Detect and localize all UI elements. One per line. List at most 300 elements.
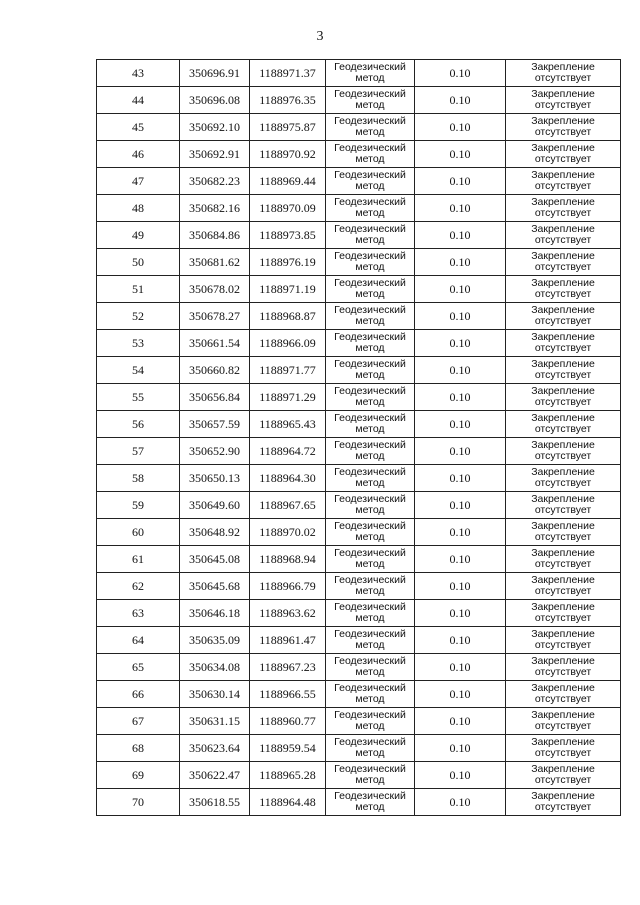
- marking-cell-line: Закрепление: [531, 493, 595, 505]
- method-cell: [326, 60, 415, 87]
- marking-cell-line: Закрепление: [531, 412, 595, 424]
- marking-cell: [506, 87, 621, 114]
- marking-cell-line: отсутствует: [534, 369, 592, 381]
- method-cell-line: метод: [355, 423, 385, 435]
- marking-cell: [506, 438, 621, 465]
- table-row: [97, 573, 621, 600]
- table-row: [97, 411, 621, 438]
- x-coordinate-cell: 350634.08: [180, 654, 250, 681]
- point-number-cell: 45: [97, 114, 180, 141]
- marking-cell-line: отсутствует: [534, 477, 592, 489]
- table-row: [97, 708, 621, 735]
- method-cell-line: Геодезический: [334, 223, 406, 235]
- coordinates-table: [96, 59, 621, 816]
- method-cell: [326, 249, 415, 276]
- marking-cell-line: отсутствует: [534, 666, 592, 678]
- y-coordinate-cell: 1188965.43: [250, 411, 326, 438]
- marking-cell-line: Закрепление: [531, 169, 595, 181]
- method-cell-line: метод: [355, 207, 385, 219]
- method-cell-line: Геодезический: [334, 277, 406, 289]
- marking-cell-line: отсутствует: [534, 639, 592, 651]
- point-number-cell: 67: [97, 708, 180, 735]
- point-number-cell: 50: [97, 249, 180, 276]
- marking-cell-line: Закрепление: [531, 547, 595, 559]
- marking-cell-line: отсутствует: [534, 288, 592, 300]
- accuracy-cell: 0.10: [415, 330, 506, 357]
- point-number-cell: 53: [97, 330, 180, 357]
- marking-cell-line: Закрепление: [531, 358, 595, 370]
- accuracy-cell: 0.10: [415, 357, 506, 384]
- method-cell: [326, 735, 415, 762]
- method-cell-line: Геодезический: [334, 439, 406, 451]
- point-number-cell: 51: [97, 276, 180, 303]
- y-coordinate-cell: 1188960.77: [250, 708, 326, 735]
- method-cell-line: метод: [355, 369, 385, 381]
- marking-cell-line: Закрепление: [531, 277, 595, 289]
- table-row: [97, 681, 621, 708]
- method-cell-line: Геодезический: [334, 655, 406, 667]
- method-cell: [326, 465, 415, 492]
- point-number-cell: 65: [97, 654, 180, 681]
- marking-cell-line: отсутствует: [534, 504, 592, 516]
- y-coordinate-cell: 1188965.28: [250, 762, 326, 789]
- point-number-cell: 54: [97, 357, 180, 384]
- method-cell: [326, 357, 415, 384]
- method-cell-line: Геодезический: [334, 331, 406, 343]
- method-cell: [326, 168, 415, 195]
- table-row: [97, 357, 621, 384]
- method-cell: [326, 141, 415, 168]
- point-number-cell: 70: [97, 789, 180, 816]
- marking-cell-line: отсутствует: [534, 585, 592, 597]
- y-coordinate-cell: 1188968.87: [250, 303, 326, 330]
- point-number-cell: 57: [97, 438, 180, 465]
- table-row: [97, 60, 621, 87]
- marking-cell-line: Закрепление: [531, 655, 595, 667]
- table-row: [97, 546, 621, 573]
- method-cell-line: метод: [355, 450, 385, 462]
- table-row: [97, 627, 621, 654]
- method-cell: [326, 114, 415, 141]
- x-coordinate-cell: 350678.02: [180, 276, 250, 303]
- method-cell-line: метод: [355, 666, 385, 678]
- table-row: [97, 168, 621, 195]
- table-row: [97, 492, 621, 519]
- marking-cell: [506, 600, 621, 627]
- method-cell-line: метод: [355, 396, 385, 408]
- point-number-cell: 44: [97, 87, 180, 114]
- point-number-cell: 58: [97, 465, 180, 492]
- table-row: [97, 303, 621, 330]
- marking-cell-line: отсутствует: [534, 801, 592, 813]
- method-cell-line: Геодезический: [334, 574, 406, 586]
- marking-cell-line: отсутствует: [534, 531, 592, 543]
- marking-cell: [506, 681, 621, 708]
- accuracy-cell: 0.10: [415, 681, 506, 708]
- method-cell-line: метод: [355, 288, 385, 300]
- method-cell-line: Геодезический: [334, 547, 406, 559]
- y-coordinate-cell: 1188970.09: [250, 195, 326, 222]
- x-coordinate-cell: 350660.82: [180, 357, 250, 384]
- x-coordinate-cell: 350682.23: [180, 168, 250, 195]
- y-coordinate-cell: 1188967.65: [250, 492, 326, 519]
- x-coordinate-cell: 350684.86: [180, 222, 250, 249]
- method-cell: [326, 384, 415, 411]
- table-row: [97, 465, 621, 492]
- x-coordinate-cell: 350646.18: [180, 600, 250, 627]
- marking-cell: [506, 762, 621, 789]
- method-cell-line: метод: [355, 774, 385, 786]
- marking-cell-line: отсутствует: [534, 450, 592, 462]
- marking-cell-line: Закрепление: [531, 682, 595, 694]
- x-coordinate-cell: 350678.27: [180, 303, 250, 330]
- method-cell-line: метод: [355, 639, 385, 651]
- method-cell-line: метод: [355, 180, 385, 192]
- marking-cell: [506, 168, 621, 195]
- accuracy-cell: 0.10: [415, 573, 506, 600]
- y-coordinate-cell: 1188970.02: [250, 519, 326, 546]
- accuracy-cell: 0.10: [415, 519, 506, 546]
- x-coordinate-cell: 350630.14: [180, 681, 250, 708]
- marking-cell: [506, 60, 621, 87]
- method-cell-line: метод: [355, 504, 385, 516]
- point-number-cell: 66: [97, 681, 180, 708]
- y-coordinate-cell: 1188970.92: [250, 141, 326, 168]
- marking-cell-line: Закрепление: [531, 142, 595, 154]
- point-number-cell: 49: [97, 222, 180, 249]
- accuracy-cell: 0.10: [415, 546, 506, 573]
- marking-cell-line: отсутствует: [534, 720, 592, 732]
- method-cell-line: Геодезический: [334, 466, 406, 478]
- marking-cell-line: Закрепление: [531, 628, 595, 640]
- accuracy-cell: 0.10: [415, 87, 506, 114]
- method-cell: [326, 600, 415, 627]
- method-cell-line: Геодезический: [334, 61, 406, 73]
- marking-cell: [506, 330, 621, 357]
- marking-cell-line: отсутствует: [534, 234, 592, 246]
- point-number-cell: 68: [97, 735, 180, 762]
- y-coordinate-cell: 1188964.48: [250, 789, 326, 816]
- x-coordinate-cell: 350692.10: [180, 114, 250, 141]
- y-coordinate-cell: 1188959.54: [250, 735, 326, 762]
- method-cell: [326, 708, 415, 735]
- method-cell-line: Геодезический: [334, 358, 406, 370]
- method-cell-line: метод: [355, 477, 385, 489]
- marking-cell-line: отсутствует: [534, 558, 592, 570]
- accuracy-cell: 0.10: [415, 168, 506, 195]
- point-number-cell: 60: [97, 519, 180, 546]
- page-number: 3: [316, 29, 324, 44]
- marking-cell-line: отсутствует: [534, 315, 592, 327]
- x-coordinate-cell: 350692.91: [180, 141, 250, 168]
- method-cell: [326, 330, 415, 357]
- x-coordinate-cell: 350650.13: [180, 465, 250, 492]
- x-coordinate-cell: 350652.90: [180, 438, 250, 465]
- method-cell: [326, 789, 415, 816]
- method-cell: [326, 411, 415, 438]
- x-coordinate-cell: 350631.15: [180, 708, 250, 735]
- marking-cell: [506, 789, 621, 816]
- accuracy-cell: 0.10: [415, 114, 506, 141]
- accuracy-cell: 0.10: [415, 60, 506, 87]
- method-cell-line: Геодезический: [334, 790, 406, 802]
- point-number-cell: 47: [97, 168, 180, 195]
- table-row: [97, 600, 621, 627]
- marking-cell-line: отсутствует: [534, 396, 592, 408]
- marking-cell-line: Закрепление: [531, 196, 595, 208]
- method-cell-line: метод: [355, 99, 385, 111]
- point-number-cell: 69: [97, 762, 180, 789]
- marking-cell-line: отсутствует: [534, 342, 592, 354]
- x-coordinate-cell: 350657.59: [180, 411, 250, 438]
- method-cell: [326, 195, 415, 222]
- marking-cell-line: Закрепление: [531, 709, 595, 721]
- accuracy-cell: 0.10: [415, 762, 506, 789]
- coordinates-table-body: [97, 60, 621, 816]
- marking-cell-line: отсутствует: [534, 261, 592, 273]
- method-cell: [326, 546, 415, 573]
- marking-cell: [506, 384, 621, 411]
- point-number-cell: 48: [97, 195, 180, 222]
- marking-cell: [506, 654, 621, 681]
- method-cell-line: Геодезический: [334, 196, 406, 208]
- accuracy-cell: 0.10: [415, 438, 506, 465]
- y-coordinate-cell: 1188961.47: [250, 627, 326, 654]
- accuracy-cell: 0.10: [415, 195, 506, 222]
- method-cell-line: Геодезический: [334, 709, 406, 721]
- marking-cell: [506, 465, 621, 492]
- method-cell-line: Геодезический: [334, 385, 406, 397]
- marking-cell: [506, 303, 621, 330]
- method-cell-line: Геодезический: [334, 250, 406, 262]
- table-row: [97, 276, 621, 303]
- method-cell-line: Геодезический: [334, 88, 406, 100]
- marking-cell: [506, 411, 621, 438]
- point-number-cell: 64: [97, 627, 180, 654]
- y-coordinate-cell: 1188971.77: [250, 357, 326, 384]
- marking-cell: [506, 195, 621, 222]
- accuracy-cell: 0.10: [415, 735, 506, 762]
- x-coordinate-cell: 350648.92: [180, 519, 250, 546]
- marking-cell-line: Закрепление: [531, 385, 595, 397]
- point-number-cell: 43: [97, 60, 180, 87]
- y-coordinate-cell: 1188971.19: [250, 276, 326, 303]
- x-coordinate-cell: 350645.68: [180, 573, 250, 600]
- point-number-cell: 62: [97, 573, 180, 600]
- method-cell-line: метод: [355, 342, 385, 354]
- method-cell-line: Геодезический: [334, 628, 406, 640]
- accuracy-cell: 0.10: [415, 384, 506, 411]
- marking-cell: [506, 249, 621, 276]
- point-number-cell: 52: [97, 303, 180, 330]
- y-coordinate-cell: 1188964.72: [250, 438, 326, 465]
- method-cell-line: Геодезический: [334, 142, 406, 154]
- method-cell-line: метод: [355, 234, 385, 246]
- method-cell: [326, 681, 415, 708]
- table-row: [97, 114, 621, 141]
- marking-cell-line: Закрепление: [531, 736, 595, 748]
- x-coordinate-cell: 350623.64: [180, 735, 250, 762]
- y-coordinate-cell: 1188967.23: [250, 654, 326, 681]
- method-cell: [326, 87, 415, 114]
- method-cell-line: метод: [355, 153, 385, 165]
- table-row: [97, 141, 621, 168]
- table-row: [97, 654, 621, 681]
- accuracy-cell: 0.10: [415, 465, 506, 492]
- marking-cell-line: Закрепление: [531, 88, 595, 100]
- marking-cell: [506, 114, 621, 141]
- method-cell-line: метод: [355, 558, 385, 570]
- y-coordinate-cell: 1188963.62: [250, 600, 326, 627]
- marking-cell-line: отсутствует: [534, 99, 592, 111]
- method-cell: [326, 654, 415, 681]
- x-coordinate-cell: 350696.91: [180, 60, 250, 87]
- method-cell-line: метод: [355, 531, 385, 543]
- marking-cell-line: Закрепление: [531, 331, 595, 343]
- method-cell: [326, 762, 415, 789]
- method-cell: [326, 627, 415, 654]
- accuracy-cell: 0.10: [415, 141, 506, 168]
- method-cell: [326, 438, 415, 465]
- accuracy-cell: 0.10: [415, 627, 506, 654]
- table-row: [97, 519, 621, 546]
- marking-cell-line: Закрепление: [531, 601, 595, 613]
- marking-cell-line: Закрепление: [531, 466, 595, 478]
- marking-cell-line: отсутствует: [534, 72, 592, 84]
- method-cell-line: Геодезический: [334, 763, 406, 775]
- method-cell-line: метод: [355, 72, 385, 84]
- point-number-cell: 59: [97, 492, 180, 519]
- marking-cell-line: отсутствует: [534, 207, 592, 219]
- x-coordinate-cell: 350656.84: [180, 384, 250, 411]
- table-row: [97, 249, 621, 276]
- method-cell: [326, 492, 415, 519]
- y-coordinate-cell: 1188971.37: [250, 60, 326, 87]
- point-number-cell: 46: [97, 141, 180, 168]
- x-coordinate-cell: 350622.47: [180, 762, 250, 789]
- marking-cell-line: отсутствует: [534, 180, 592, 192]
- marking-cell-line: отсутствует: [534, 612, 592, 624]
- marking-cell-line: отсутствует: [534, 774, 592, 786]
- method-cell-line: Геодезический: [334, 304, 406, 316]
- method-cell-line: Геодезический: [334, 601, 406, 613]
- method-cell: [326, 222, 415, 249]
- y-coordinate-cell: 1188976.35: [250, 87, 326, 114]
- accuracy-cell: 0.10: [415, 303, 506, 330]
- accuracy-cell: 0.10: [415, 411, 506, 438]
- method-cell-line: метод: [355, 612, 385, 624]
- x-coordinate-cell: 350682.16: [180, 195, 250, 222]
- x-coordinate-cell: 350696.08: [180, 87, 250, 114]
- table-row: [97, 330, 621, 357]
- method-cell-line: Геодезический: [334, 115, 406, 127]
- method-cell: [326, 573, 415, 600]
- marking-cell: [506, 222, 621, 249]
- x-coordinate-cell: 350618.55: [180, 789, 250, 816]
- x-coordinate-cell: 350645.08: [180, 546, 250, 573]
- marking-cell: [506, 627, 621, 654]
- y-coordinate-cell: 1188971.29: [250, 384, 326, 411]
- marking-cell-line: Закрепление: [531, 61, 595, 73]
- table-row: [97, 762, 621, 789]
- method-cell-line: метод: [355, 693, 385, 705]
- accuracy-cell: 0.10: [415, 708, 506, 735]
- table-row: [97, 384, 621, 411]
- method-cell: [326, 303, 415, 330]
- marking-cell-line: Закрепление: [531, 115, 595, 127]
- method-cell-line: Геодезический: [334, 520, 406, 532]
- marking-cell: [506, 492, 621, 519]
- accuracy-cell: 0.10: [415, 276, 506, 303]
- point-number-cell: 55: [97, 384, 180, 411]
- accuracy-cell: 0.10: [415, 249, 506, 276]
- method-cell-line: Геодезический: [334, 412, 406, 424]
- table-row: [97, 789, 621, 816]
- y-coordinate-cell: 1188966.79: [250, 573, 326, 600]
- method-cell-line: Геодезический: [334, 493, 406, 505]
- marking-cell: [506, 573, 621, 600]
- method-cell-line: метод: [355, 261, 385, 273]
- y-coordinate-cell: 1188975.87: [250, 114, 326, 141]
- method-cell: [326, 519, 415, 546]
- table-row: [97, 222, 621, 249]
- method-cell-line: метод: [355, 126, 385, 138]
- method-cell-line: Геодезический: [334, 736, 406, 748]
- accuracy-cell: 0.10: [415, 222, 506, 249]
- method-cell-line: метод: [355, 801, 385, 813]
- marking-cell: [506, 735, 621, 762]
- table-row: [97, 195, 621, 222]
- method-cell-line: метод: [355, 747, 385, 759]
- marking-cell-line: отсутствует: [534, 153, 592, 165]
- marking-cell: [506, 141, 621, 168]
- x-coordinate-cell: 350649.60: [180, 492, 250, 519]
- method-cell-line: метод: [355, 315, 385, 327]
- marking-cell-line: отсутствует: [534, 126, 592, 138]
- accuracy-cell: 0.10: [415, 654, 506, 681]
- marking-cell-line: отсутствует: [534, 423, 592, 435]
- method-cell-line: метод: [355, 720, 385, 732]
- x-coordinate-cell: 350681.62: [180, 249, 250, 276]
- accuracy-cell: 0.10: [415, 600, 506, 627]
- y-coordinate-cell: 1188966.09: [250, 330, 326, 357]
- marking-cell-line: отсутствует: [534, 747, 592, 759]
- point-number-cell: 63: [97, 600, 180, 627]
- accuracy-cell: 0.10: [415, 789, 506, 816]
- marking-cell-line: Закрепление: [531, 520, 595, 532]
- method-cell-line: Геодезический: [334, 682, 406, 694]
- marking-cell: [506, 276, 621, 303]
- marking-cell-line: Закрепление: [531, 790, 595, 802]
- marking-cell-line: отсутствует: [534, 693, 592, 705]
- table-row: [97, 735, 621, 762]
- x-coordinate-cell: 350661.54: [180, 330, 250, 357]
- method-cell-line: Геодезический: [334, 169, 406, 181]
- y-coordinate-cell: 1188973.85: [250, 222, 326, 249]
- marking-cell-line: Закрепление: [531, 223, 595, 235]
- marking-cell-line: Закрепление: [531, 574, 595, 586]
- y-coordinate-cell: 1188976.19: [250, 249, 326, 276]
- accuracy-cell: 0.10: [415, 492, 506, 519]
- y-coordinate-cell: 1188969.44: [250, 168, 326, 195]
- marking-cell: [506, 357, 621, 384]
- marking-cell-line: Закрепление: [531, 439, 595, 451]
- y-coordinate-cell: 1188964.30: [250, 465, 326, 492]
- marking-cell-line: Закрепление: [531, 763, 595, 775]
- table-row: [97, 438, 621, 465]
- x-coordinate-cell: 350635.09: [180, 627, 250, 654]
- method-cell: [326, 276, 415, 303]
